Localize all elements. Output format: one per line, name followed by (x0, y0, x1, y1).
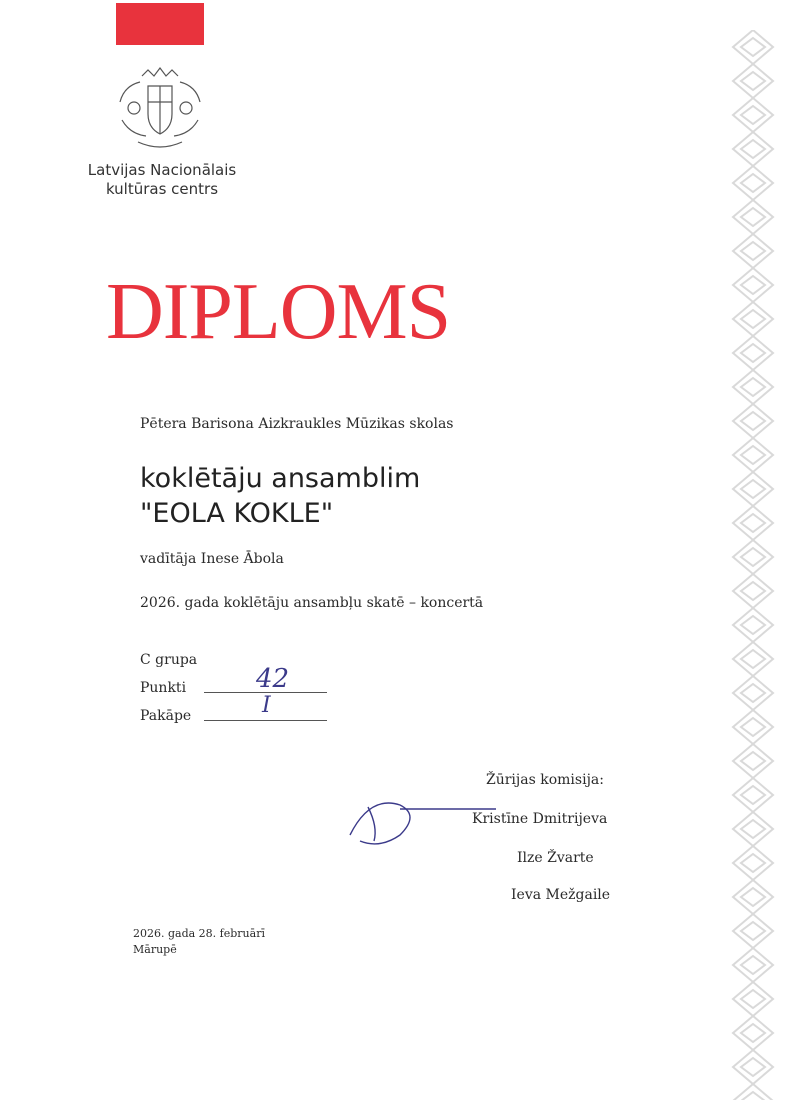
ensemble-line1: koklētāju ansamblim (140, 463, 421, 494)
points-label: Punkti (140, 680, 187, 696)
jury-member-2: Ilze Žvarte (517, 850, 594, 866)
jury-member-3: Ieva Mežgaile (511, 887, 611, 903)
diploma-title: DIPLOMS (106, 268, 451, 356)
jury-title: Žūrijas komisija: (486, 772, 604, 788)
ensemble-leader: vadītāja Inese Ābola (140, 551, 284, 567)
signature-dmitrijeva (340, 795, 500, 855)
level-underline (204, 720, 327, 721)
group-label: C grupa (140, 652, 198, 668)
event-name: 2026. gada koklētāju ansambļu skatē – koncertā (140, 595, 484, 611)
issue-place: Mārupē (133, 943, 177, 956)
school-name: Pētera Barisona Aizkraukles Mūzikas skolas (140, 416, 454, 432)
organization-name-line2: kultūras centrs (105, 180, 219, 198)
ensemble-name: "EOLA KOKLE" (140, 498, 334, 529)
organization-name-line1: Latvijas Nacionālais (87, 161, 237, 179)
level-label: Pakāpe (140, 708, 192, 724)
jury-member-1: Kristīne Dmitrijeva (472, 811, 608, 827)
issue-date: 2026. gada 28. februārī (133, 927, 265, 940)
points-value: 42 (256, 664, 290, 694)
ornament-border-icon (728, 30, 778, 1100)
red-header-bar (116, 3, 204, 45)
coat-of-arms-icon (112, 62, 208, 156)
level-value: I (262, 693, 271, 718)
organization-name (82, 161, 242, 199)
